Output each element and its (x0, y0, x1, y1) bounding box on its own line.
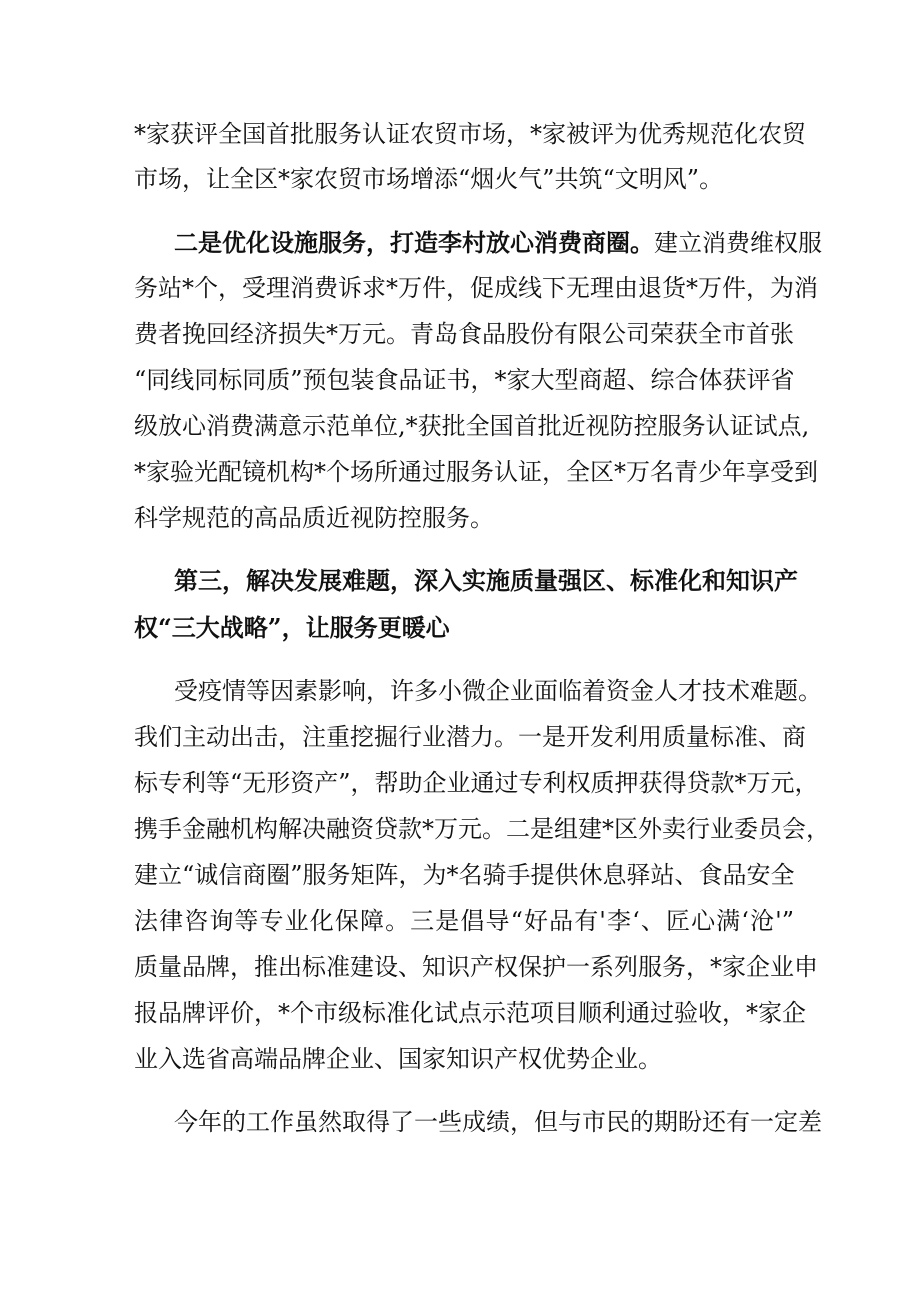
section-heading-line-1: 第三，解决发展难题，深入实施质量强区、标准化和知识产 (174, 566, 798, 595)
paragraph-2-line-5: 级放心消费满意示范单位,*获批全国首批近视防控服务认证试点, (134, 412, 810, 440)
paragraph-4-line-1: 今年的工作虽然取得了一些成绩，但与市民的期盼还有一定差 (174, 1108, 822, 1136)
paragraph-1-line-1: *家获评全国首批服务认证农贸市场，*家被评为优秀规范化农贸 (134, 120, 806, 148)
paragraph-3-line-8: 报品牌评价，*个市级标准化试点示范项目顺利通过验收，*家企 (134, 999, 806, 1027)
paragraph-2-line-3: 费者挽回经济损失*万元。青岛食品股份有限公司荣获全市首张 (134, 320, 794, 348)
paragraph-3-line-5: 建立“诚信商圈”服务矩阵，为*名骑手提供休息驿站、食品安全 (134, 861, 795, 889)
paragraph-3-line-2: 我们主动出击，注重挖掘行业潜力。一是开发利用质量标准、商 (134, 723, 806, 751)
paragraph-3-line-4: 携手金融机构解决融资贷款*万元。二是组建*区外卖行业委员会， (134, 815, 830, 843)
section-heading-line-2: 权“三大战略”，让服务更暖心 (134, 613, 450, 642)
paragraph-2-line-4: “同线同标同质”预包装食品证书，*家大型商超、综合体获评省 (134, 366, 795, 394)
paragraph-2-line-1 (174, 227, 822, 259)
paragraph-2-lead-heading: 二是优化设施服务，打造李村放心消费商圈。 (174, 228, 654, 257)
paragraph-3-line-9: 业入选省高端品牌企业、国家知识产权优势企业。 (134, 1045, 662, 1073)
paragraph-2-line-2: 务站*个，受理消费诉求*万件，促成线下无理由退货*万件，为消 (134, 274, 818, 302)
paragraph-3-line-7: 质量品牌，推出标准建设、知识产权保护一系列服务，*家企业申 (134, 953, 818, 981)
paragraph-2-line-6: *家验光配镜机构*个场所通过服务认证，全区*万名青少年享受到 (134, 458, 818, 486)
paragraph-2-line-7: 科学规范的高品质近视防控服务。 (134, 504, 494, 532)
paragraph-3-line-1: 受疫情等因素影响，许多小微企业面临着资金人才技术难题。 (174, 677, 822, 705)
paragraph-3-line-3: 标专利等“无形资产”，帮助企业通过专利权质押获得贷款*万元， (134, 769, 819, 797)
paragraph-1-line-2: 市场，让全区*家农贸市场增添“烟火气”共筑“文明风”。 (134, 165, 724, 193)
paragraph-2-line-1-text: 建立消费维权服 (654, 229, 822, 257)
paragraph-3-line-6: 法律咨询等专业化保障。三是倡导“好品有'李‘、匠心满‘沧'” (134, 907, 794, 935)
